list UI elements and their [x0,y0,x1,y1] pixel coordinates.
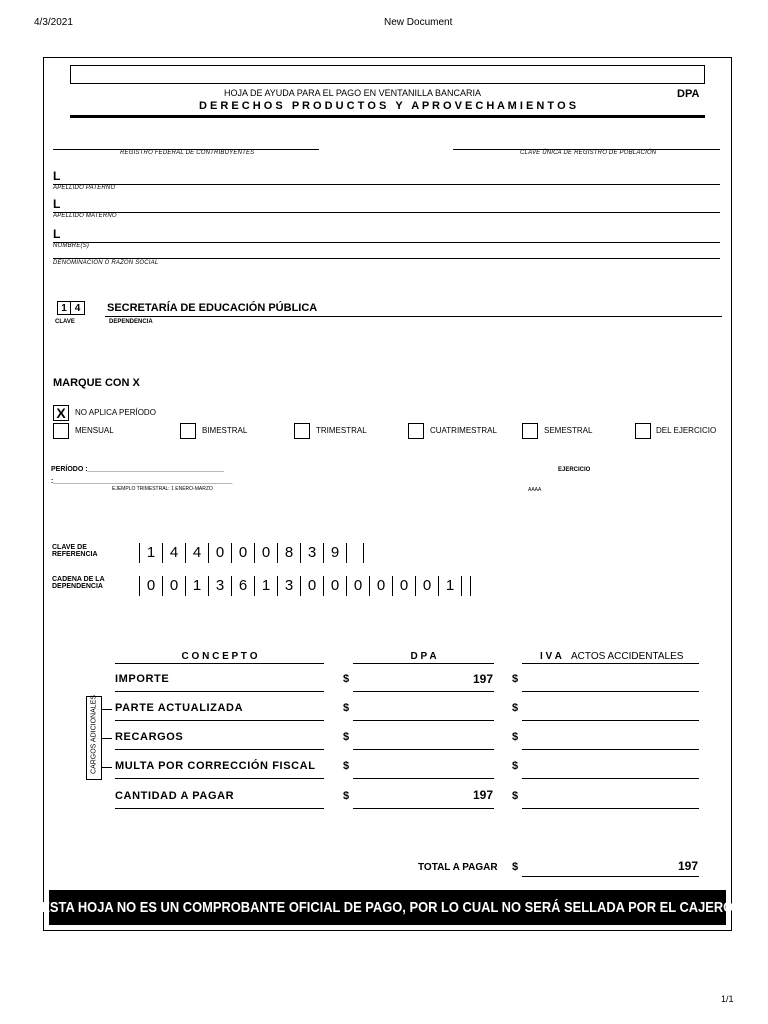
form-title-line2: D E R E C H O S P R O D U C T O S Y A P R O V E C H A M I E N T O S [198,100,577,112]
title-underline [70,115,705,118]
row-dpa-currency: $ [343,731,350,743]
cadena-label-line1: CADENA DE LA [52,576,105,583]
row-dpa-value: 197 [472,788,493,802]
dependencia-underline [105,316,722,317]
col-iva: I V A [540,651,562,662]
row-dpa-field[interactable] [353,808,494,809]
row-concepto: RECARGOS [115,731,184,743]
cargos-tick [102,738,112,739]
clave-ref-digit: 0 [254,543,277,563]
row-dpa-field[interactable] [353,778,494,779]
nombre-field[interactable] [53,242,720,243]
dependencia-name: SECRETARÍA DE EDUCACIÓN PÚBLICA [107,302,318,314]
razon-social-label: DENOMINACIÓN O RAZÓN SOCIAL [53,260,159,266]
row-iva-field[interactable] [522,749,699,750]
col-iva-underline [522,663,699,664]
row-iva-currency: $ [512,790,519,802]
periodo-line2[interactable]: :______________________________________________ [51,478,233,485]
marque-label: MARQUE CON X [53,377,140,389]
col-dpa-underline [353,663,494,664]
semestral-label: SEMESTRAL [544,426,593,435]
mensual-label: MENSUAL [75,426,114,435]
cadena-digit: 0 [415,576,438,596]
row-concepto-line [115,778,324,779]
aaaa-label: AAAA [528,487,542,493]
trimestral-checkbox[interactable] [294,423,310,439]
cadena-digit: 1 [185,576,208,596]
periodo-example: EJEMPLO TRIMESTRAL: 1 ENERO-MARZO [112,486,213,492]
cadena-digit: 1 [254,576,277,596]
bimestral-checkbox[interactable] [180,423,196,439]
cargos-tick [102,767,112,768]
clave-ref-label-line1: CLAVE DE [52,544,87,551]
apellido-materno-label: APELLIDO MATERNO [53,213,117,219]
ejercicio-label: EJERCICIO [558,467,591,473]
clave-boxes [57,301,85,315]
row-concepto-line [115,808,324,809]
dependencia-label: DEPENDENCIA [109,319,153,325]
semestral-checkbox[interactable] [522,423,538,439]
cadena-digit: 1 [438,576,461,596]
nombre-marker: L [53,227,61,241]
no-aplica-label: NO APLICA PERÍODO [75,408,156,417]
clave-ref-digit: 4 [185,543,208,563]
row-dpa-field[interactable] [353,691,494,692]
clave-ref-digit: 0 [208,543,231,563]
row-dpa-currency: $ [343,673,350,685]
row-concepto: IMPORTE [115,673,170,685]
mensual-checkbox[interactable] [53,423,69,439]
total-value: 197 [677,859,698,873]
cuatrimestral-checkbox[interactable] [408,423,424,439]
clave-label: CLAVE [55,319,75,325]
nombre-label: NOMBRE(S) [53,243,90,249]
total-label: TOTAL A PAGAR [418,862,498,873]
row-dpa-field[interactable] [353,749,494,750]
row-iva-currency: $ [512,760,519,772]
cadena-digit: 3 [277,576,300,596]
del-ejercicio-label: DEL EJERCICIO [656,426,717,435]
row-dpa-field[interactable] [353,720,494,721]
row-concepto: MULTA POR CORRECCIÓN FISCAL [115,760,316,772]
row-iva-field[interactable] [522,720,699,721]
materno-marker: L [53,197,61,211]
row-concepto-line [115,720,324,721]
paterno-marker: L [53,169,61,183]
row-iva-currency: $ [512,731,519,743]
clave-ref-digit: 3 [300,543,323,563]
cadena-digit: 0 [392,576,415,596]
cadena-digit: 0 [300,576,323,596]
razon-social-field[interactable] [53,258,720,259]
periodo-label[interactable]: PERÍODO :___________________________________ [51,466,224,473]
clave-ref-label [52,544,98,558]
clave-ref-digits [139,543,364,563]
col-concepto: C O N C E P T O [181,651,258,662]
clave-ref-digit [346,543,363,563]
row-dpa-value: 197 [472,672,493,686]
total-field [522,876,699,877]
cadena-label [52,576,105,590]
cadena-digit: 3 [208,576,231,596]
page-number: 1/1 [721,994,734,1004]
clave-ref-label-line2: REFERENCIA [52,551,98,558]
row-concepto: CANTIDAD A PAGAR [115,790,235,802]
row-iva-field[interactable] [522,778,699,779]
row-concepto-line [115,691,324,692]
top-input-box[interactable] [70,65,705,84]
row-iva-currency: $ [512,673,519,685]
disclaimer-text: ESTA HOJA NO ES UN COMPROBANTE OFICIAL DE PAGO, POR LO CUAL NO SERÁ SELLADA POR EL CAJERO [41,899,734,916]
curp-label: CLAVE ÚNICA DE REGISTRO DE POBLACIÓN [520,150,657,156]
cadena-digit: 0 [346,576,369,596]
del-ejercicio-checkbox[interactable] [635,423,651,439]
bimestral-label: BIMESTRAL [202,426,248,435]
trimestral-label: TRIMESTRAL [316,426,367,435]
disclaimer-banner [41,890,734,925]
cuatrimestral-label: CUATRIMESTRAL [430,426,497,435]
document-title: New Document [384,17,453,28]
row-iva-currency: $ [512,702,519,714]
cargos-adicionales-label: CARGOS ADICIONALES [90,695,98,774]
clave-ref-digit: 0 [231,543,254,563]
cadena-digit: 0 [369,576,392,596]
print-date: 4/3/2021 [34,17,73,28]
row-iva-field[interactable] [522,808,699,809]
cadena-digit [461,576,470,596]
total-currency: $ [512,861,519,873]
cargos-tick [102,709,112,710]
clave-digit: 1 [57,301,71,315]
form-code: DPA [677,88,700,100]
row-iva-field[interactable] [522,691,699,692]
form-title-line1: HOJA DE AYUDA PARA EL PAGO EN VENTANILLA BANCARIA [223,88,482,98]
apellido-materno-field[interactable] [53,212,720,213]
clave-ref-digit: 1 [139,543,162,563]
no-aplica-checkbox[interactable]: X [53,405,69,421]
cadena-label-line2: DEPENDENCIA [52,583,103,590]
cadena-digit: 6 [231,576,254,596]
col-dpa: D P A [410,651,437,662]
row-dpa-currency: $ [343,702,350,714]
row-concepto: PARTE ACTUALIZADA [115,702,244,714]
rfc-label: REGISTRO FEDERAL DE CONTRIBUYENTES [120,150,255,156]
col-concepto-underline [115,663,324,664]
cadena-digit: 0 [323,576,346,596]
cadena-digits [139,576,471,596]
clave-ref-digit: 8 [277,543,300,563]
row-dpa-currency: $ [343,760,350,772]
apellido-paterno-field[interactable] [53,184,720,185]
row-concepto-line [115,749,324,750]
clave-ref-digit: 9 [323,543,346,563]
clave-digit: 4 [71,301,85,315]
row-dpa-currency: $ [343,790,350,802]
col-actos: ACTOS ACCIDENTALES [571,651,684,662]
clave-ref-digit: 4 [162,543,185,563]
apellido-paterno-label: APELLIDO PATERNO [53,185,116,191]
cadena-digit: 0 [139,576,162,596]
cadena-digit: 0 [162,576,185,596]
